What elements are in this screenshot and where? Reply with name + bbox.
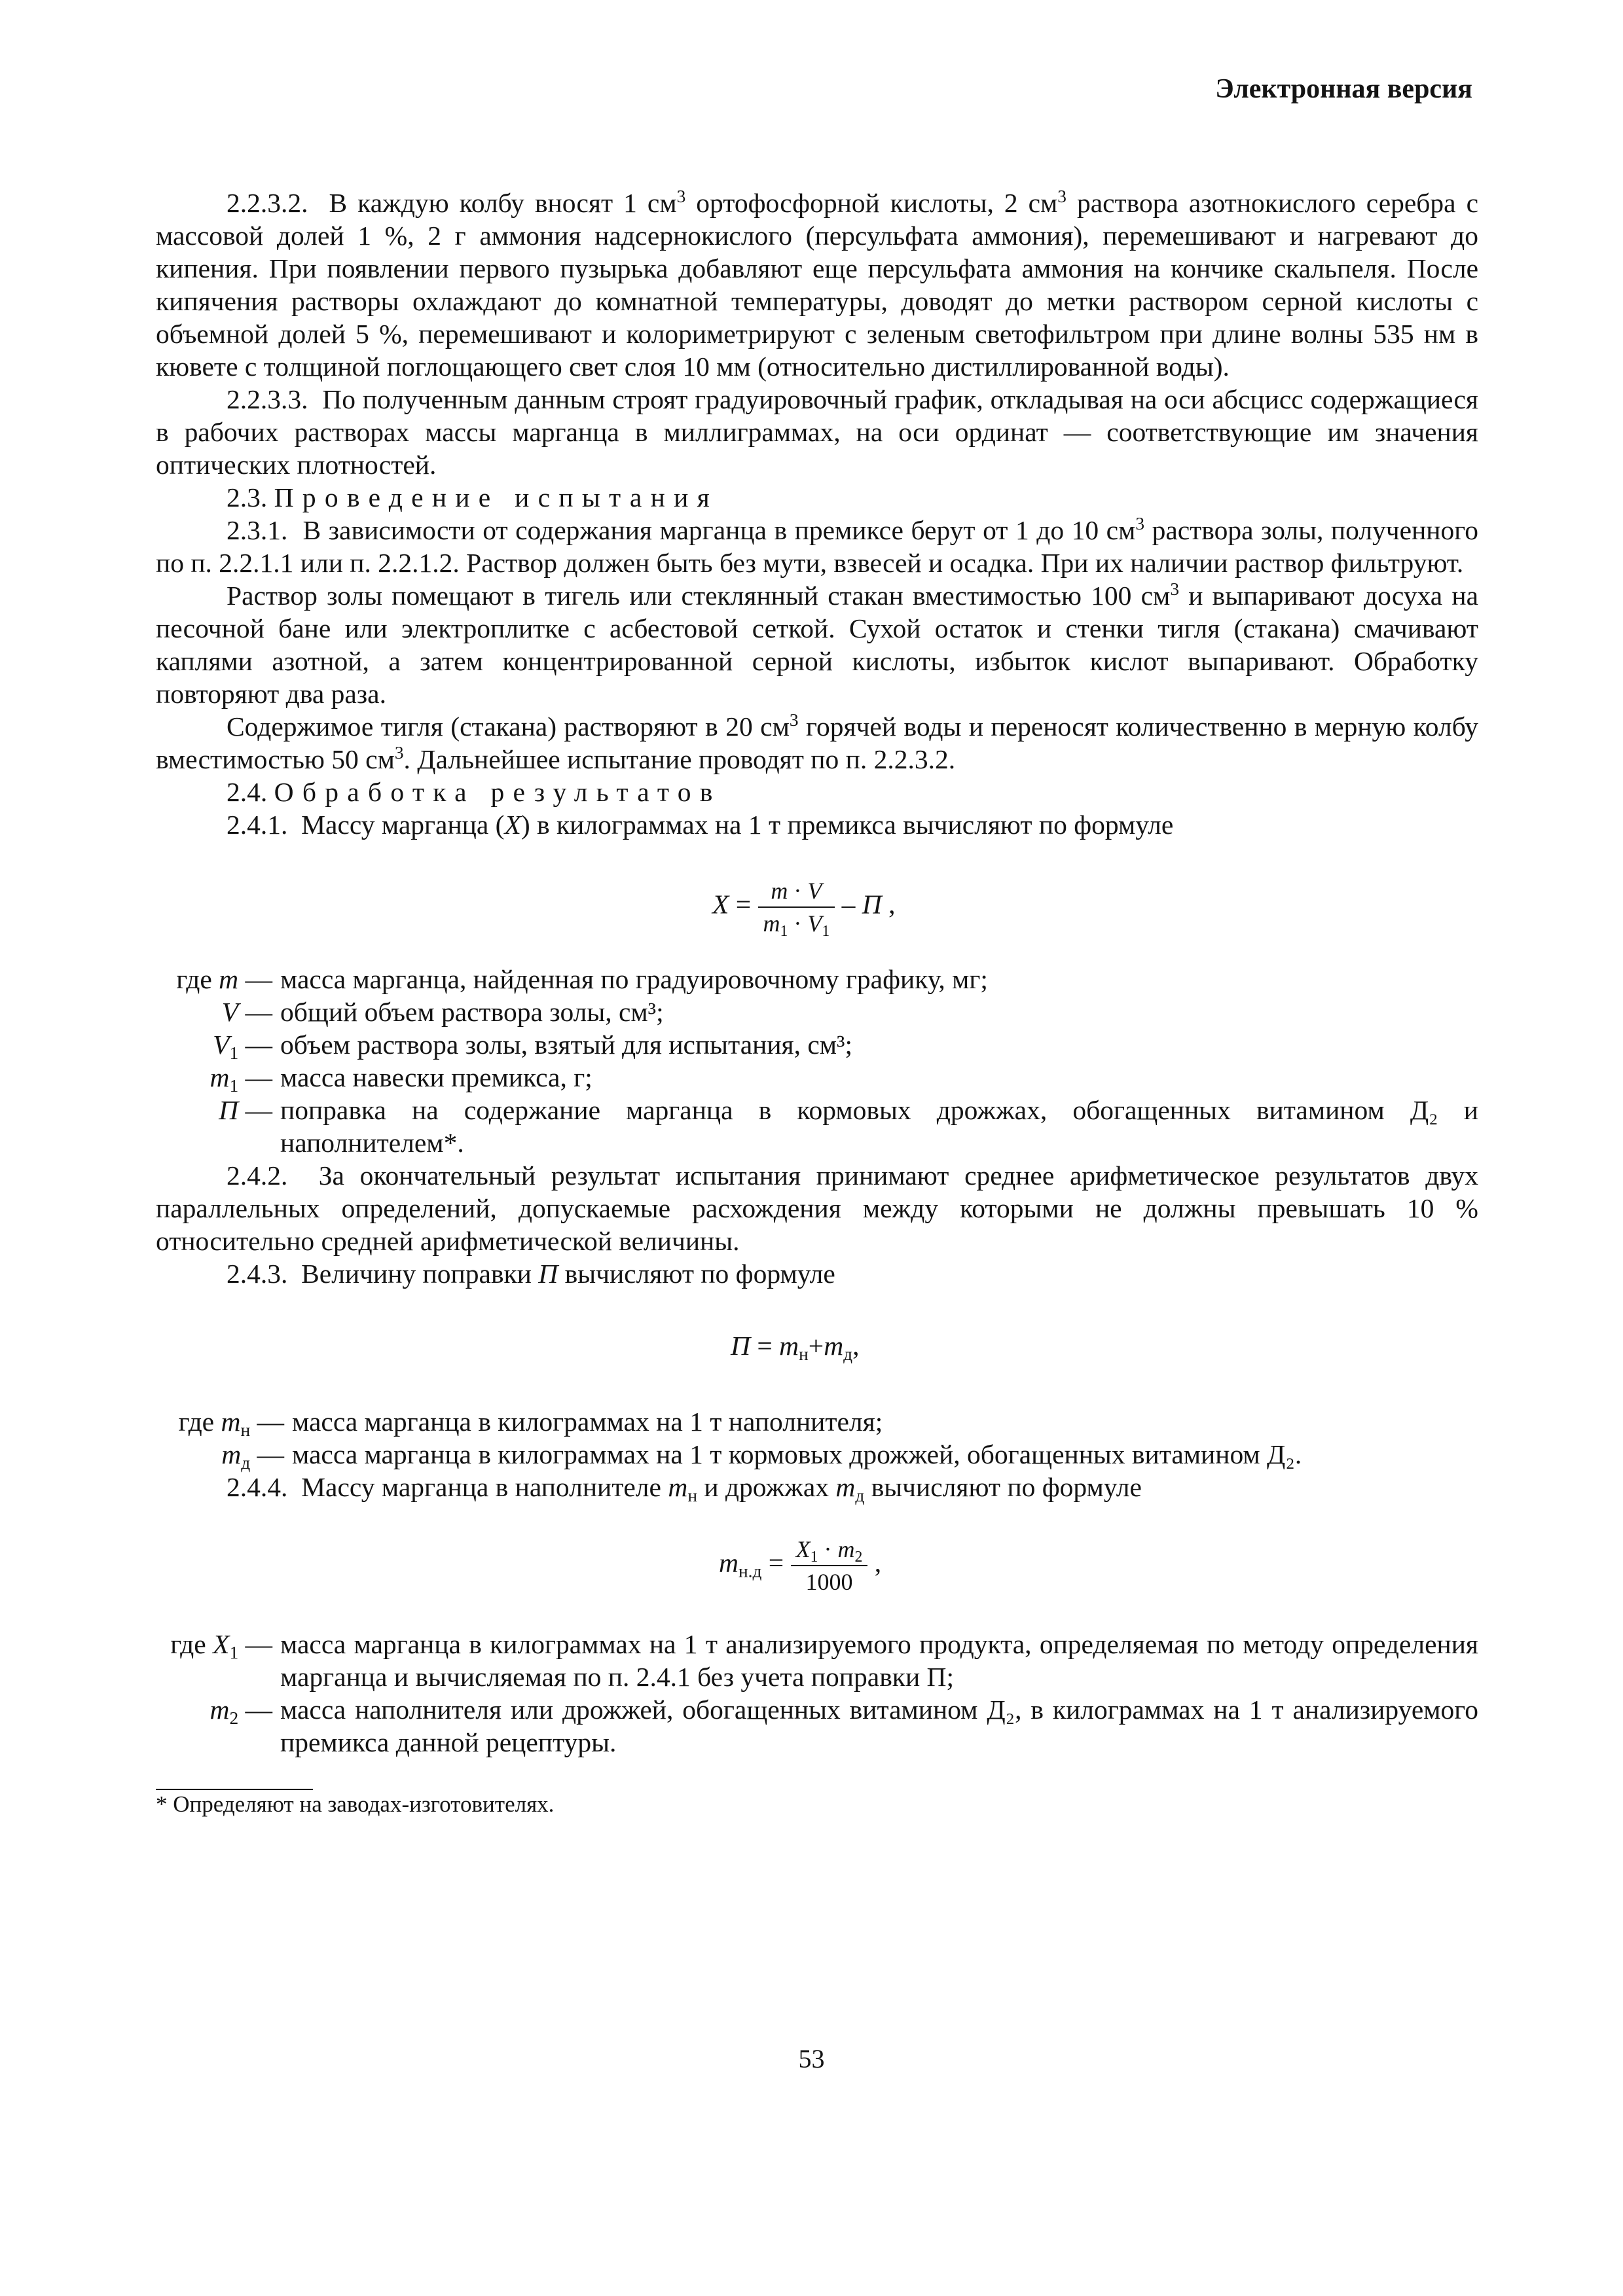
definition-row: где $X_1$ — масса марганца в килограммах на 1 т анализируемого продукта, определяемая по методу определения марганца и вычисляемая по п. 2.4.1 без учета поправки П; (170, 1629, 1478, 1692)
header-title: Электронная версия (1215, 74, 1472, 104)
paragraph-2-4-1: 2.4.1. Массу марганца (X) в килограммах на 1 т премикса вычисляют по формуле (227, 810, 1174, 840)
page-number: 53 (798, 2044, 825, 2073)
formula-mnd: $m_{н.д}$ = $\frac{X_1 \cdot m_2}{1000}$ , (719, 1536, 882, 1595)
definition-row: $m_д$ — масса марганца в килограммах на 1 т кормовых дрожжей, обогащенных витамином Д₂. (221, 1439, 1302, 1473)
paragraph-2-4-3: 2.4.3. Величину поправки П вычисляют по формуле (227, 1259, 835, 1289)
section-heading-2-4: 2.4. Обработка результатов (227, 777, 721, 807)
paragraph-2-2-3-3: 2.2.3.3. По полученным данным строят градуировочный график, откладывая на оси абсцисс содержащиеся в рабочих растворах массы марганца в миллиграммах, на оси ординат — соответствующие им значения оптических плотностей. (156, 384, 1478, 480)
paragraph-crucible-content: Содержимое тигля (стакана) растворяют в 20 $см^3$ горячей воды и переносят количественно в мерную колбу вместимостью 50 $см^3$. Дальнейшее испытание проводят по п. 2.2.3.2. (156, 709, 1479, 774)
definitions-formula-x (156, 963, 1478, 1159)
section-heading-2-3: 2.3. Проведение испытания (227, 482, 718, 512)
formula-x-fraction: $\frac{m \cdot V}{m_1 \cdot V_1}$ (758, 876, 835, 938)
paragraph-ash-solution: Раствор золы помещают в тигель или стеклянный стакан вместимостью 100 $см^3$ и выпаривают досуха на песочной бане или электроплитке с асбестовой сеткой. Сухой остаток и стенки тигля (стакана) смачивают каплями азотной, а затем концентрированной серной кислоты, избыток кислот выпаривают. Обработку повторяют два раза. (156, 579, 1478, 709)
paragraph-2-3-1: 2.3.1. В зависимости от содержания марганца в премиксе берут от 1 до 10 $см^3$ раствора золы, полученного по п. 2.2.1.1 или п. 2.2.1.2. Раствор должен быть без мути, взвесей и осадка. При их наличии раствор фильтруют. (156, 513, 1478, 578)
formula-x: X = $\frac{m \cdot V}{m_1 \cdot V_1}$ – П , (712, 878, 896, 941)
paragraph-2-2-3-2: 2.2.3.2. В каждую колбу вносят 1 $см^3$ ортофосфорной кислоты, 2 $см^3$ раствора азотнокислого серебра с массовой долей 1 %, 2 г аммония надсернокислого (персульфата аммония), перемешивают и нагревают до кипения. При появлении первого пузырька добавляют еще персульфата аммония на кончике скальпеля. После кипячения растворы охлаждают до комнатной температуры, доводят до метки раствором серной кислоты с объемной долей 5 %, перемешивают и колориметрируют с зеленым светофильтром при длине волны 535 нм в кювете с толщиной поглощающего свет слоя 10 мм (относительно дистиллированной воды). (156, 186, 1478, 382)
paragraph-2-4-4: 2.4.4. Массу марганца в наполнителе $m_н$ и дрожжах $m_д$ вычисляют по формуле (227, 1472, 1142, 1506)
formula-p: $П = m_н+m_д$, (731, 1331, 860, 1365)
definitions-formula-p (156, 1405, 1478, 1471)
definition-row: где m — масса марганца, найденная по градуировочному графику, мг; (176, 964, 988, 994)
definition-row: $m_2$ — масса наполнителя или дрожжей, обогащенных витамином Д₂, в килограммах на 1 т анализируемого премикса данной рецептуры. (210, 1695, 1478, 1757)
formula-mnd-fraction: $\frac{X_1 \cdot m_2}{1000}$ (791, 1535, 868, 1596)
definition-row: $m_1$ — масса навески премикса, г; (210, 1062, 593, 1096)
definition-row: П — поправка на содержание марганца в кормовых дрожжах, обогащенных витамином Д₂ и наполнителем*. (219, 1095, 1478, 1158)
footnote: * Определяют на заводах-изготовителях. (156, 1791, 555, 1817)
definitions-formula-mnd (156, 1628, 1478, 1759)
definition-row: V — общий объем раствора золы, см³; (221, 997, 664, 1027)
definition-row: $V_1$ — объем раствора золы, взятый для испытания, см³; (213, 1030, 853, 1064)
document-body (156, 187, 1478, 1819)
definition-row: где $m_н$ — масса марганца в килограммах на 1 т наполнителя; (178, 1407, 883, 1441)
paragraph-2-4-2: 2.4.2. За окончательный результат испытания принимают среднее арифметическое результатов двух параллельных определений, допускаемые расхождения между которыми не должны превышать 10 % относительно средней арифметической величины. (156, 1160, 1478, 1256)
